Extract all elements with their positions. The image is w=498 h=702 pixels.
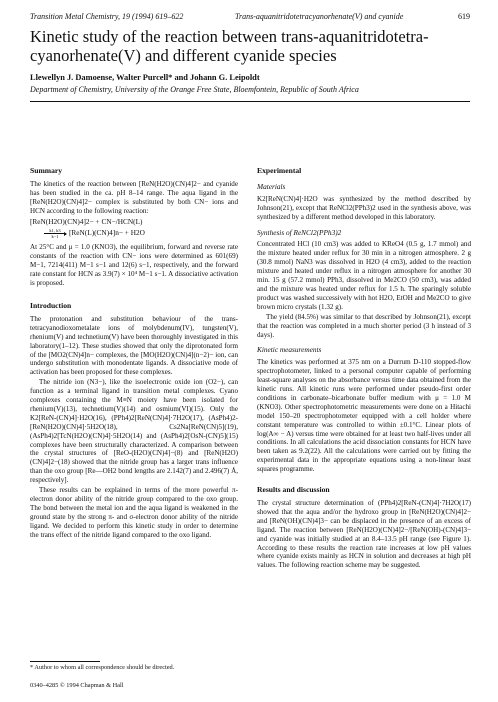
materials-heading: Materials [257,181,286,191]
left-column [30,168,238,541]
summary-paragraph-2: At 25°C and μ = 1.0 (KNO3), the equilibrium, forward and reverse rate constants of the reaction with CN− ions were determined as 601(69) M−1, 7214(411) M−1 s−1 and 12(6) s−1, respectively, and the forward rate constant for HCN as 3.9(7) × 10⁴ M−1 s−1. A dissociative activation is proposed. [30,243,238,288]
introduction-paragraph-2: The nitride ion (N3−), like the isoelectronic oxide ion (O2−), can function as a terminal ligand in transition metal complexes. Cyano complexes containing the M≡N moiety have been isolated for rhenium(V)(13), technetium(V)(14) and osmium(VI)(15). Only the K2[ReN-(CN)4]·H2O(16), (PPh4)2[ReN(CN)4]·7H2O(17), (AsPh4)2-[ReN(H2O)(CN)4]·5H2O(18), Cs2Na[ReN(CN)5](19), (AsPh4)2[TcN(H2O)(CN)4]·5H2O(14) and (AsPh4)2[OsN-(CN)5](15) complexes have been structurally characterized. A comparison between the crystal structures of [ReO-(H2O)(CN)4]−(8) and [ReN(H2O)(CN)4]2−(18) showed that the nitride group has a larger trans influence than the oxo group [Re—OH2 bond lengths are 2.142(7) and 2.496(7) Å, respectively]. [30,378,238,485]
journal-citation: Transition Metal Chemistry, 19 (1994) 619–622 [30,12,184,21]
rate-constants-forward: k1, k3 [49,228,61,234]
right-column [257,168,471,571]
article-affiliation: Department of Chemistry, University of the Orange Free State, Bloemfontein, Republic of South Africa [30,85,359,94]
synthesis-paragraph-1: Concentrated HCl (10 cm3) was added to KReO4 (0.5 g, 1.7 mmol) and the mixture heated under reflux for 30 min in a nitrogen atmosphere. 2 g (30.8 mmol) NaN3 was dissolved in H2O (4 cm3), added to the reaction mixture and heated under reflux in a nitrogen atmosphere for another 30 min. 15 g (57.2 mmol) PPh3, dissolved in Me2CO (50 cm3), was added and the mixture was heated under reflux for 1.5 h. The sparingly soluble product was washed successively with hot H2O, EtOH and Me2CO to give brown micro crystals (1.32 g). [257,240,471,311]
summary-equation-reactants: [ReN(H2O)(CN)4]2− + CN−/HCN(L) [30,216,143,226]
introduction-paragraph-1: The protonation and substitution behaviour of the trans-tetracyanodioxometalate ions of molybdenum(IV), tungsten(V), rhenium(V) and technetium(V) have been thoroughly investigated in this laboratory(1–12). These studies showed that only the diprotonated form of the [MO2(CN)4]n− complexes, the [MO(H2O)(CN)4](n−2)− ion, can undergo substitution with monodentate ligands. A dissociative mode of activation has been proposed for these complexes. [30,314,238,377]
synthesis-paragraph-2: The yield (84.5%) was similar to that described by Johnson(21), except that the reaction was completed in a much shorter period (3 h instead of 3 days). [257,312,471,339]
results-paragraph-1: The crystal structure determination of (PPh4)2[ReN-(CN)4]·7H2O(17) showed that the aqua and/or the hydroxo group in [ReN(H2O)(CN)4]2− and [ReN(OH)(CN)4]3− can be displaced in the presence of an excess of ligand. The reaction between [ReN(H2O)(CN)4]2−/[ReN(OH)-(CN)4]3− and cyanide was initially studied at an 8.4–13.5 pH range (see Figure 1). According to these results the reaction rate increases at low pH values where cyanide exists mainly as HCN in solution and decreases at high pH values. The following reaction scheme may be suggested. [257,499,471,570]
article-title: Kinetic study of the reaction between trans-aquanitridotetra-cyanorhenate(V) and different cyanide species [30,27,429,65]
kinetic-paragraph: The kinetics was performed at 375 nm on a Durrum D-110 stopped-flow spectrophotometer, linked to a personal computer capable of performing least-square analyses on the absorbance versus time data obtained from the kinetic runs. All kinetic runs were performed under pseudo-first order conditions in carbonate–bicarbonate buffer medium with μ = 1.0 M (KNO3). Other spectrophotometric measurements were done on a Hitachi model 150–20 spectrophotometer equipped with a cell holder where constant temperature was controlled to within ±0.1°C. Linear plots of log(A∞ − A) versus time were obtained for at least two half-lives under all conditions. In all calculations the acid dissociation constants for HCN have been taken as 9.2(22). All the calculations were carried out by fitting the experimental data in the appropriate equations using a non-linear least squares programme. [257,358,471,474]
page-number: 619 [458,12,470,21]
introduction-paragraph-3: These results can be explained in terms of the more powerful π-electron donor ability of the nitride group compared to the oxo group. The bond between the metal ion and the aqua ligand is weakened in the ground state by the strong π- and σ-electron donor ability of the nitride ligand. We decided to perform this kinetic study in order to determine the trans effect of the nitride ligand compared to the oxo ligand. [30,486,238,539]
running-header [30,12,470,21]
footnote-rule [30,661,100,662]
kinetic-heading: Kinetic measurements [257,345,322,355]
summary-heading: Summary [30,166,63,175]
synthesis-heading: Synthesis of ReNCl2(PPh3)2 [257,227,342,237]
header-rule [30,101,470,102]
article-authors: Llewellyn J. Damoense, Walter Purcell* and Johann G. Leipoldt [30,73,260,82]
rate-constant-reverse: k−1 [51,234,59,240]
results-heading: Results and discussion [257,485,330,495]
arrow-line-icon [44,233,66,234]
introduction-heading: Introduction [30,300,72,310]
summary-paragraph-1: The kinetics of the reaction between [ReN(H2O)(CN)4]2− and cyanide has been studied in the ca. pH 8–14 range. The aqua ligand in the [ReN(H2O)(CN)4]2− complex is substituted by both CN− ions and HCN according to the following reaction: [30,179,238,215]
summary-equation-products [44,228,238,239]
materials-paragraph: K2[ReN(CN)4]·H2O was synthesized by the method described by Johnson(21), except that ReNCl2(PPh3)2 used in the synthesis above, was synthesized by a different method developed in this laboratory. [257,194,471,221]
footnote: * Author to whom all correspondence should be directed. [30,664,175,671]
experimental-heading: Experimental [257,166,302,175]
equilibrium-arrow [44,228,66,239]
copyright-code: 0340–4285 © 1994 Chapman & Hall [30,682,124,689]
running-title: Trans-aquanitridotetracyanorhenate(V) and cyanide [235,12,404,21]
equation-products: [ReN(L)(CN)4]n− + H2O [69,228,145,238]
